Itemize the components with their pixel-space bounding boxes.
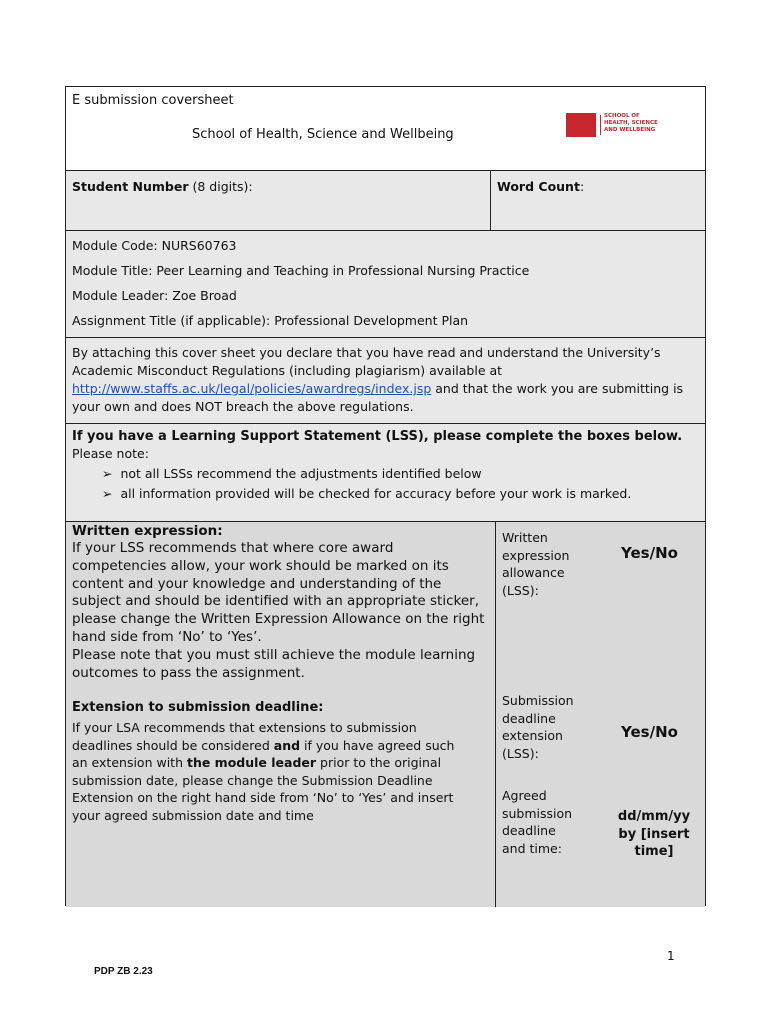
university-logo bbox=[566, 113, 661, 139]
module-code: Module Code: NURS60763 bbox=[72, 238, 237, 253]
module-info-row bbox=[66, 231, 705, 338]
arrow-bullet-icon: ➢ bbox=[102, 466, 113, 481]
agreed-date-label: Agreed submission deadline and time: bbox=[502, 788, 573, 856]
lss-heading: If you have a Learning Support Statement (LSS), please complete the boxes below. bbox=[72, 429, 683, 444]
written-expression-text: If your LSS recommends that where core award competencies allow, your work should be marked on its content and your knowledge and understanding of the subject and should be identified with an appropriate sticker, please change the Written Expression Allowance on the right hand side from ‘No’ to ‘Yes’. Please note that you must still achieve the module learning outcomes to pass the assignment. bbox=[72, 540, 485, 681]
school-title: School of Health, Science and Wellbeing bbox=[192, 127, 454, 142]
written-expression-allowance-label: Written expression allowance (LSS): bbox=[502, 530, 570, 598]
logo-divider bbox=[600, 115, 601, 135]
assignment-title: Assignment Title (if applicable): Professional Development Plan bbox=[72, 313, 469, 328]
declaration-line: Academic Misconduct Regulations (including plagiarism) available at bbox=[72, 363, 503, 378]
page-number: 1 bbox=[667, 949, 675, 963]
title-row bbox=[66, 87, 705, 171]
lss-note: Please note: bbox=[72, 446, 149, 461]
footer-reference: PDP ZB 2.23 bbox=[94, 966, 153, 977]
coversheet-title: E submission coversheet bbox=[72, 93, 234, 108]
logo-emblem bbox=[566, 113, 596, 137]
declaration-row bbox=[66, 338, 705, 424]
declaration-line: http://www.staffs.ac.uk/legal/policies/awardregs/index.jsp and that the work you are submitting is bbox=[72, 381, 684, 396]
deadline-extension-value[interactable]: Yes/No bbox=[621, 723, 678, 741]
lss-bullet: ➢ not all LSSs recommend the adjustments identified below bbox=[102, 466, 482, 481]
deadline-extension-label: Submission deadline extension (LSS): bbox=[502, 693, 574, 761]
written-expression-heading: Written expression: bbox=[72, 523, 223, 539]
student-number-field[interactable]: Student Number (8 digits): bbox=[72, 179, 253, 194]
logo-text: SCHOOL OF HEALTH, SCIENCE AND WELLBEING bbox=[604, 113, 658, 133]
adjustments-row bbox=[66, 522, 705, 907]
module-leader: Module Leader: Zoe Broad bbox=[72, 288, 237, 303]
declaration-line: By attaching this cover sheet you declare that you have read and understand the University’s bbox=[72, 345, 661, 360]
regulations-link[interactable]: http://www.staffs.ac.uk/legal/policies/awardregs/index.jsp bbox=[72, 381, 432, 396]
agreed-date-value[interactable]: dd/mm/yy by [insert time] bbox=[617, 809, 691, 859]
word-count-field[interactable]: Word Count: bbox=[497, 179, 585, 194]
module-title: Module Title: Peer Learning and Teaching in Professional Nursing Practice bbox=[72, 263, 530, 278]
lss-row bbox=[66, 424, 705, 522]
student-row bbox=[66, 171, 705, 231]
column-divider bbox=[495, 522, 496, 907]
written-expression-allowance-value[interactable]: Yes/No bbox=[621, 544, 678, 562]
extension-heading: Extension to submission deadline: bbox=[72, 700, 324, 715]
arrow-bullet-icon: ➢ bbox=[102, 486, 113, 501]
declaration-line: your own and does NOT breach the above regulations. bbox=[72, 399, 414, 414]
extension-text: If your LSA recommends that extensions to submission deadlines should be considered and if you have agreed such an extension with the module leader prior to the original submission date, please change the Submission Deadline Extension on the right hand side from ‘No’ to ‘Yes’ and insert your agreed submission date and time bbox=[72, 720, 455, 823]
column-divider bbox=[490, 171, 491, 231]
lss-bullet: ➢ all information provided will be checked for accuracy before your work is marked. bbox=[102, 486, 632, 501]
coversheet-table bbox=[65, 86, 706, 906]
